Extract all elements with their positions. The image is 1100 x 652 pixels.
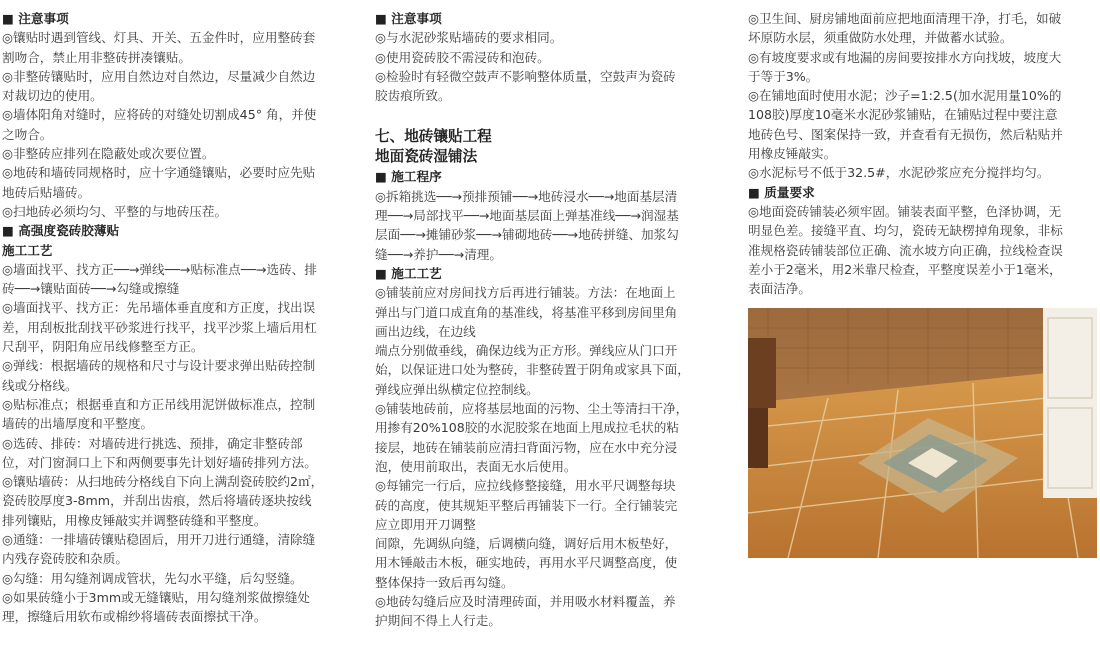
text-line: 地砖色号、图案保持一致，并查看有无损伤，然后粘贴并 (748, 126, 1063, 142)
text-line: ◎墙面找平、找方正──→弹线──→贴标准点──→选砖、排 (2, 261, 317, 277)
text-line: 线或分格线。 (2, 377, 78, 393)
section-heading: 地面瓷砖湿铺法 (375, 148, 478, 166)
text-line: ◎卫生间、厨房铺地面前应把地面清理干净，打毛，如破 (748, 11, 1062, 26)
text-line: 明显色差。接缝平直、均匀，瓷砖无缺楞掉角现象，非标 (748, 223, 1063, 239)
section-heading: ■ 施工程序 (375, 169, 442, 185)
section-heading: ■ 注意事项 (2, 11, 69, 26)
text-line: 割吻合，禁止用非整砖拼凑镶贴。 (2, 49, 191, 65)
text-line: ◎铺装地砖前，应将基层地面的污物、尘土等清扫干净， (375, 401, 689, 417)
text-line: ◎非整砖镶贴时，应用自然边对自然边，尽量减少自然边 (2, 68, 316, 84)
floor-requirements-block (748, 9, 1098, 298)
text-line: 于等于3%。 (748, 68, 819, 84)
section-heading: ■ 高强度瓷砖胶薄贴 (2, 223, 120, 239)
text-line: 应立即用开刀调整 (375, 516, 476, 532)
text-line: 整体保持一致后再勾缝。 (375, 574, 514, 590)
text-line: ◎与水泥砂浆贴墙砖的要求相同。 (375, 30, 563, 46)
text-line: ◎贴标准点；根据垂直和方正吊线用泥饼做标准点，控制 (2, 396, 316, 412)
text-line: 用木锤敲击木板，砸实地砖，再用水平尺调整高度，使 (375, 555, 678, 571)
text-line: 排列镶贴，用橡皮锤敲实并调整砖缝和平整度。 (2, 512, 267, 528)
column-right (748, 9, 1098, 558)
text-line: 对裁切边的使用。 (2, 88, 103, 104)
text-line: ◎选砖、排砖：对墙砖进行挑选、预排，确定非整砖部 (2, 435, 303, 451)
text-line: 之吻合。 (2, 126, 53, 142)
text-line: ◎扫地砖必须均匀、平整的与地砖压茬。 (2, 203, 228, 219)
text-line: ◎镶贴墙砖：从扫地砖分格线自下向上满刮瓷砖胶约2㎡， (2, 474, 324, 490)
text-line: ◎通缝：一排墙砖镶贴稳固后，用开刀进行通缝，清除缝 (2, 532, 316, 548)
column-left (2, 9, 354, 627)
text-line: 瓷砖胶厚度3-8mm，并刮出齿痕，然后将墙砖逐块按线 (2, 493, 312, 509)
text-line: 用掺有20%108胶的水泥胶浆在地面上甩成拉毛状的粘 (375, 420, 679, 436)
text-line: ◎墙面找平、找方正：先吊墙体垂直度和方正度，找出误 (2, 300, 316, 316)
text-line: ◎有坡度要求或有地漏的房间要按排水方向找坡，坡度大 (748, 49, 1062, 65)
text-line: 理，擦缝后用软布或棉纱将墙砖表面擦拭干净。 (2, 609, 267, 625)
text-line: 表面洁净。 (748, 281, 811, 297)
text-line: ◎每铺完一行后，应拉线修整接缝，用水平尺调整每块 (375, 478, 676, 494)
text-line: ◎弹线：根据墙砖的规格和尺寸与设计要求弹出贴砖控制 (2, 358, 316, 374)
text-line: 理──→局部找平──→地面基层面上弹基准线──→润湿基 (375, 208, 679, 224)
text-line: 弹线应弹出纵横定位控制线。 (375, 381, 539, 397)
text-line: 间隙，先调纵向缝，后调横向缝，调好后用木板垫好， (375, 536, 678, 552)
column-middle (375, 9, 709, 631)
text-line: 接层，地砖在铺装前应清扫背面污物，应在水中充分浸 (375, 439, 678, 455)
text-line: ◎勾缝：用勾缝剂调成管状，先勾水平缝，后勾竖缝。 (2, 570, 303, 586)
text-line: 端点分别做垂线，确保边线为正方形。弹线应从门口开 (375, 343, 678, 359)
text-line: 墙砖的出墙厚度和平整度。 (2, 416, 154, 432)
photo-illustration (748, 308, 1097, 558)
text-line: 差小于2毫米，用2米靠尺检查，平整度误差小于1毫米， (748, 261, 1062, 277)
text-line: 砖的高度，使其规矩平整后再铺装下一行。全行铺装完 (375, 497, 678, 513)
text-line: 始，以保证进口处为整砖，非整砖置于阴角或家具下面， (375, 362, 690, 378)
text-line: 泡，使用前取出，表面无水后使用。 (375, 458, 577, 474)
notes-block (375, 9, 709, 105)
text-line: 内残存瓷砖胶和杂质。 (2, 551, 128, 567)
text-line: ◎拆箱挑选──→预排预铺──→地砖浸水──→地面基层清 (375, 188, 678, 204)
text-line: 胶齿痕所致。 (375, 88, 451, 104)
text-line: ◎在铺地面时使用水泥；沙子=1:2.5(加水泥用量10%的 (748, 88, 1062, 104)
text-line: ◎地砖勾缝后应及时清理砖面，并用吸水材料覆盖，养 (375, 594, 676, 610)
text-line: 弹出与门道口成直角的基准线，将基准平移到房间里角 (375, 304, 678, 320)
text-line: 用橡皮锤敲实。 (748, 146, 837, 162)
text-line: 108胶)厚度10毫米水泥砂浆铺贴，在铺贴过程中要注意 (748, 107, 1058, 123)
text-line: 坏原防水层，须重做防水处理，并做蓄水试验。 (748, 30, 1013, 46)
text-line: 尺刮平，阴阳角应吊线修整至方正。 (2, 339, 204, 355)
text-line: ◎使用瓷砖胶不需浸砖和泡砖。 (375, 49, 550, 65)
section-heading: ■ 质量要求 (748, 184, 815, 200)
text-line: ◎地面瓷砖铺装必须牢固。铺装表面平整，色泽协调，无 (748, 203, 1062, 219)
floor-tile-section (375, 127, 709, 630)
text-line: 层面──→摊铺砂浆──→铺砌地砖──→地砖拼缝、加浆勾 (375, 227, 679, 243)
section-heading: 七、地砖镶贴工程 (375, 128, 492, 146)
text-line: ◎铺装前应对房间找方后再进行铺装。方法：在地面上 (375, 285, 676, 301)
section-heading: 施工工艺 (2, 242, 53, 258)
text-line: ◎非整砖应排列在隐蔽处或次要位置。 (2, 146, 215, 162)
text-line: 位，对门窗洞口上下和两侧要事先计划好墙砖排列方法。 (2, 454, 317, 470)
text-line: 地砖后贴墙砖。 (2, 184, 91, 200)
text-line: 砖──→镶贴面砖──→勾缝或擦缝 (2, 281, 180, 297)
tiled-floor-photo (748, 308, 1097, 558)
text-line: 画出边线，在边线 (375, 323, 476, 339)
text-line: ◎水泥标号不低于32.5#，水泥砂浆应充分搅拌均匀。 (748, 165, 1050, 181)
text-line: ◎镶贴时遇到管线、灯具、开关、五金件时，应用整砖套 (2, 30, 316, 46)
text-line: 缝──→养护──→清理。 (375, 246, 502, 262)
text-line: ◎墙体阳角对缝时，应将砖的对缝处切割成45° 角，并使 (2, 107, 317, 123)
text-line: ◎地砖和墙砖同规格时，应十字通缝镶贴，必要时应先贴 (2, 165, 316, 181)
text-line: ◎检验时有轻微空鼓声不影响整体质量，空鼓声为瓷砖 (375, 68, 676, 84)
section-heading: ■ 施工工艺 (375, 265, 442, 281)
text-line: 护期间不得上人行走。 (375, 613, 501, 629)
text-line: 差，用刮板批刮找平砂浆进行找平，找平沙浆上墙后用杠 (2, 319, 317, 335)
section-heading: ■ 注意事项 (375, 11, 442, 26)
text-line: 准规格瓷砖铺装部位正确、流水坡方向正确，拉线检查误 (748, 242, 1063, 258)
text-line: ◎如果砖缝小于3mm或无缝镶贴，用勾缝剂浆做擦缝处 (2, 589, 311, 605)
